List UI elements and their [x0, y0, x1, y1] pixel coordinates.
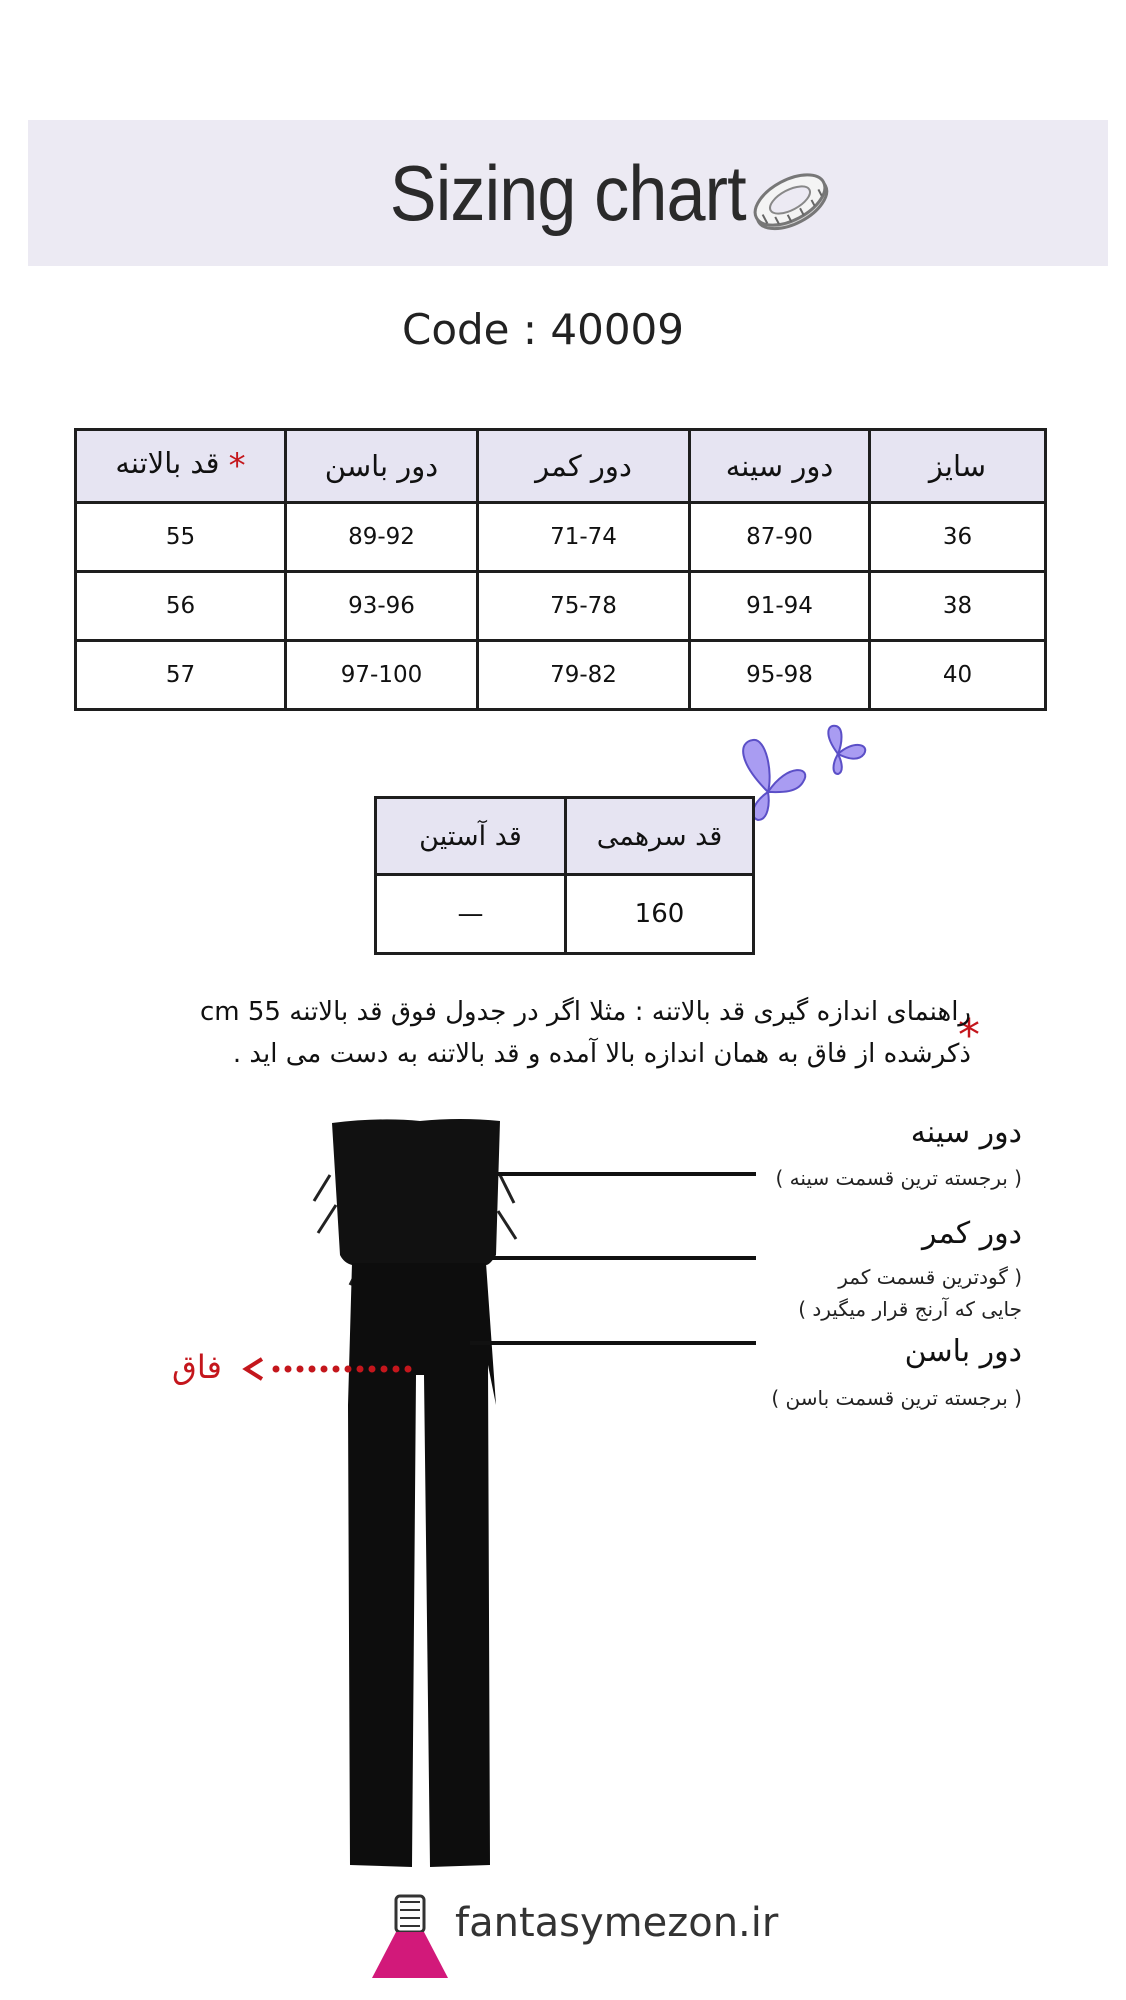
asterisk-icon: * — [228, 446, 246, 486]
size-table — [74, 428, 1047, 711]
extra-table-header-row — [376, 798, 754, 875]
cell-jumpsuit-length: 160 — [566, 875, 754, 954]
bust-label: دور سینه — [910, 1115, 1022, 1150]
cell-waist: 79-82 — [478, 641, 690, 710]
header-jumpsuit-length: قد سرهمی — [566, 798, 754, 875]
extra-table — [374, 796, 755, 955]
crotch-arrow — [240, 1354, 420, 1384]
cell-sleeve: — — [376, 875, 566, 954]
cell-torso: 57 — [76, 641, 286, 710]
title-banner — [28, 120, 1108, 266]
cell-hip: 93-96 — [286, 572, 478, 641]
header-torso-length: * قد بالاتنه — [76, 430, 286, 503]
cell-torso: 56 — [76, 572, 286, 641]
note-line-1: راهنمای اندازه گیری قد بالاتنه : مثلا اگر در جدول فوق قد بالاتنه 55 cm — [200, 997, 971, 1027]
waist-label: دور کمر — [921, 1216, 1022, 1251]
brand-text: fantasymezon.ir — [455, 1900, 779, 1946]
cell-size: 36 — [870, 503, 1046, 572]
page-title: Sizing chart — [390, 148, 746, 237]
bust-note: ( برجسته ترین قسمت سینه ) — [775, 1166, 1022, 1190]
note-line-2: ذکرشده از فاق به همان اندازه بالا آمده و قد بالاتنه به دست می اید . — [232, 1039, 971, 1069]
cell-size: 38 — [870, 572, 1046, 641]
dress-logo-icon — [370, 1890, 450, 1985]
header-sleeve: قد آستین — [376, 798, 566, 875]
table-row — [376, 875, 754, 954]
measuring-tape-icon — [745, 160, 835, 240]
cell-bust: 91-94 — [690, 572, 870, 641]
header-size: سایز — [870, 430, 1046, 503]
note-asterisk: * — [958, 1010, 980, 1061]
cell-torso: 55 — [76, 503, 286, 572]
cell-bust: 87-90 — [690, 503, 870, 572]
cell-waist: 75-78 — [478, 572, 690, 641]
cell-hip: 97-100 — [286, 641, 478, 710]
size-table-header-row — [76, 430, 1046, 503]
table-row — [76, 641, 1046, 710]
cell-waist: 71-74 — [478, 503, 690, 572]
leader-lines — [470, 1160, 760, 1360]
cell-size: 40 — [870, 641, 1046, 710]
header-waist: دور کمر — [478, 430, 690, 503]
cell-bust: 95-98 — [690, 641, 870, 710]
crotch-label: فاق — [172, 1348, 222, 1386]
product-code: Code : 40009 — [402, 305, 684, 354]
table-row — [76, 572, 1046, 641]
cell-hip: 89-92 — [286, 503, 478, 572]
header-bust: دور سینه — [690, 430, 870, 503]
hip-note: ( برجسته ترین قسمت باسن ) — [771, 1386, 1022, 1410]
waist-note-1: ( گودترین قسمت کمر — [838, 1265, 1022, 1289]
waist-note-2: جایی که آرنج قرار میگیرد ) — [798, 1297, 1022, 1321]
header-hip: دور باسن — [286, 430, 478, 503]
table-row — [76, 503, 1046, 572]
hip-label: دور باسن — [904, 1334, 1022, 1369]
